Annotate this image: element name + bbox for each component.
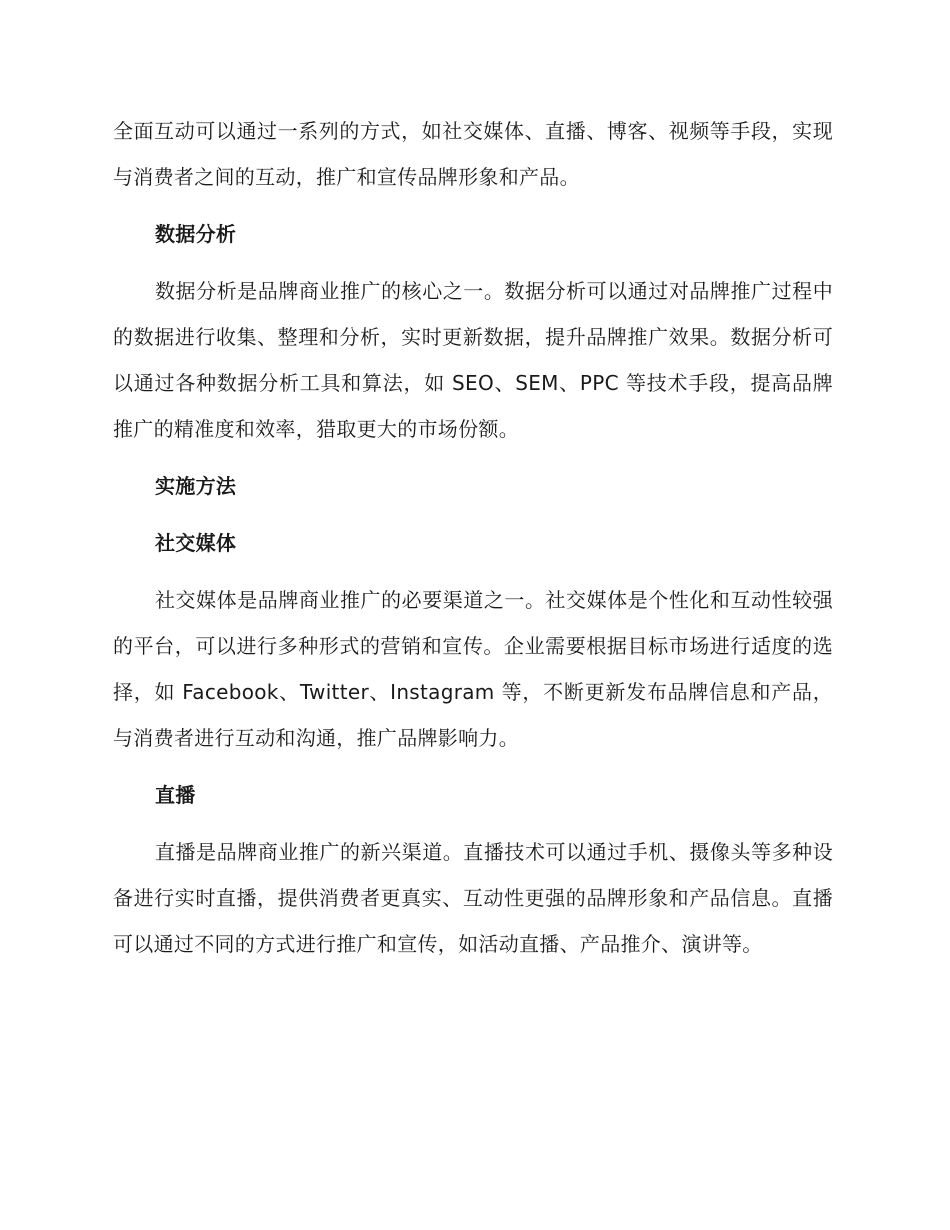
heading-live-streaming: 直播 <box>155 783 196 807</box>
heading-data-analysis: 数据分析 <box>155 222 237 246</box>
heading-social-media: 社交媒体 <box>155 531 237 555</box>
paragraph-data-analysis: 数据分析是品牌商业推广的核心之一。数据分析可以通过对品牌推广过程中的数据进行收集、整理和分析，实时更新数据，提升品牌推广效果。数据分析可以通过各种数据分析工具和算法，如 SEO、SEM、PPC 等技术手段，提高品牌推广的精准度和效率，猎取更大的市场份额。 <box>113 279 833 441</box>
paragraph-social-media: 社交媒体是品牌商业推广的必要渠道之一。社交媒体是个性化和互动性较强的平台，可以进行多种形式的营销和宣传。企业需要根据目标市场进行适度的选择，如 Facebook、Twitter、Instagram 等，不断更新发布品牌信息和产品，与消费者进行互动和沟通，推广品牌影响力。 <box>113 588 833 750</box>
heading-implementation-methods: 实施方法 <box>155 474 237 498</box>
paragraph-interaction-methods: 全面互动可以通过一系列的方式，如社交媒体、直播、博客、视频等手段，实现与消费者之间的互动，推广和宣传品牌形象和产品。 <box>113 119 833 189</box>
document-page <box>113 108 833 967</box>
paragraph-live-streaming: 直播是品牌商业推广的新兴渠道。直播技术可以通过手机、摄像头等多种设备进行实时直播，提供消费者更真实、互动性更强的品牌形象和产品信息。直播可以通过不同的方式进行推广和宣传，如活动直播、产品推介、演讲等。 <box>113 840 833 956</box>
